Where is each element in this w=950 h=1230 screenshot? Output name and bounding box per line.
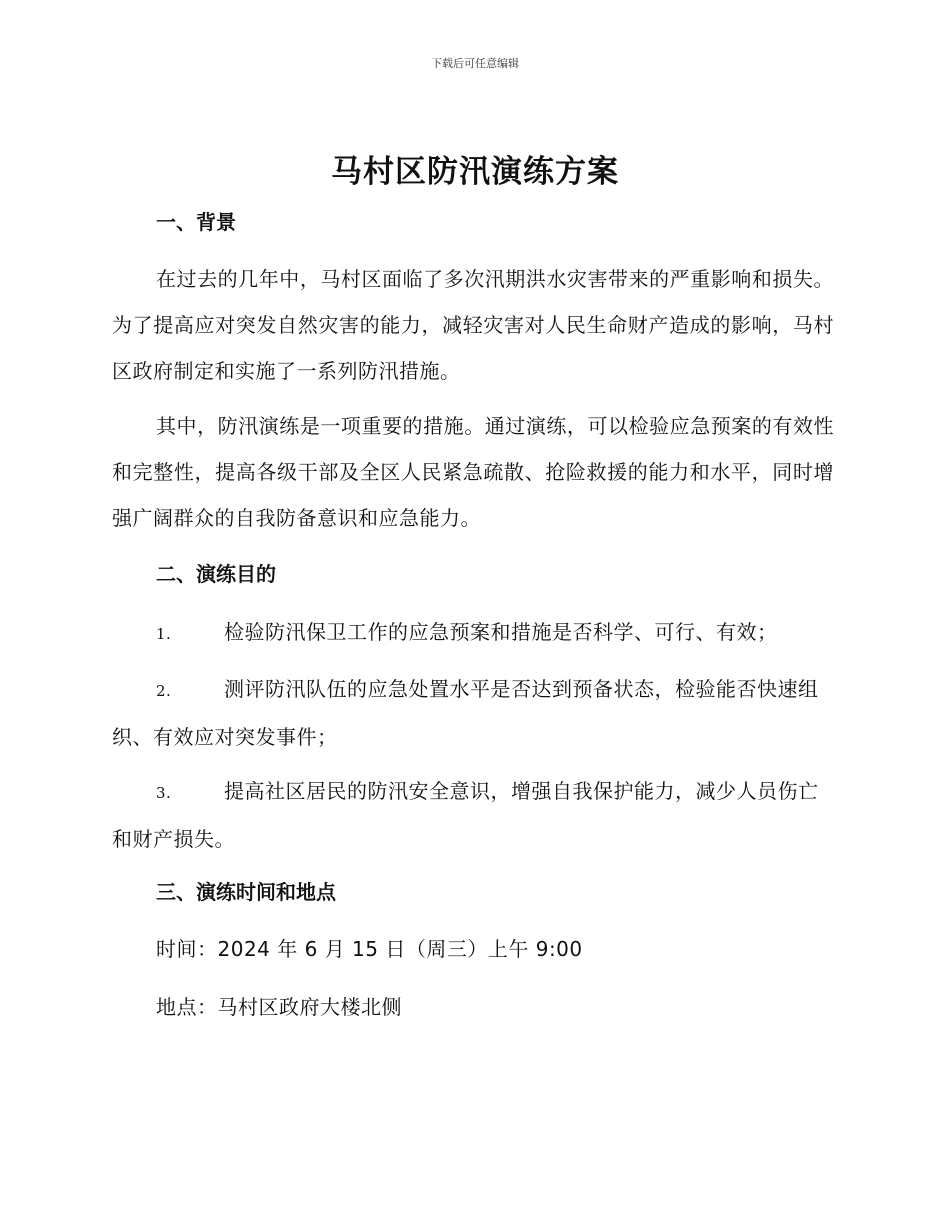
list-item-text: 提高社区居民的防汛安全意识，增强自我保护能力，减少人员伤亡和财产损失。 bbox=[112, 779, 819, 851]
time-line: 时间：2024 年 6 月 15 日（周三）上午 9:00 bbox=[156, 937, 583, 961]
paragraph-background-2: 其中，防汛演练是一项重要的措施。通过演练，可以检验应急预案的有效性和完整性，提高各级干部及全区人民紧急疏散、抢险救援的能力和水平，同时增强广阔群众的自我防备意识和应急能力。 bbox=[112, 414, 834, 530]
list-item-text: 检验防汛保卫工作的应急预案和措施是否科学、可行、有效； bbox=[224, 620, 778, 644]
list-item-number: 3. bbox=[156, 784, 172, 802]
list-item bbox=[112, 666, 834, 760]
header-note: 下载后可任意编辑 bbox=[431, 57, 519, 70]
list-item bbox=[112, 609, 834, 657]
list-item-text: 测评防汛队伍的应急处置水平是否达到预备状态，检验能否快速组织、有效应对突发事件； bbox=[112, 677, 819, 749]
section-heading-background: 一、背景 bbox=[156, 210, 236, 234]
section-heading-time-place: 三、演练时间和地点 bbox=[156, 880, 336, 904]
paragraph-background-1: 在过去的几年中，马村区面临了多次汛期洪水灾害带来的严重影响和损失。为了提高应对突发自然灾害的能力，减轻灾害对人民生命财产造成的影响，马村区政府制定和实施了一系列防汛措施。 bbox=[112, 267, 834, 383]
list-item bbox=[112, 768, 834, 862]
document-title: 马村区防汛演练方案 bbox=[331, 154, 619, 190]
list-item-number: 1. bbox=[156, 625, 172, 643]
place-line: 地点：马村区政府大楼北侧 bbox=[156, 995, 402, 1019]
section-heading-purpose: 二、演练目的 bbox=[156, 562, 276, 586]
list-item-number: 2. bbox=[156, 682, 172, 700]
